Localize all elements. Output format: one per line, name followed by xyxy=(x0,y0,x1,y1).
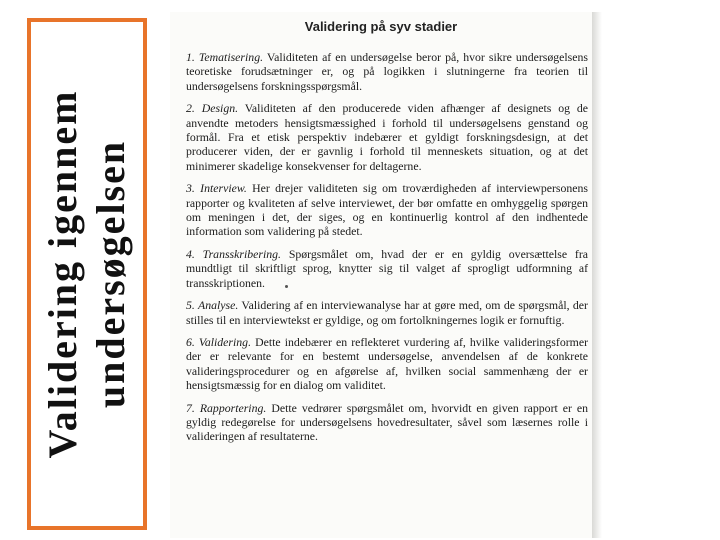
title-line-2: undersøgelsen xyxy=(88,139,133,409)
stage-7 xyxy=(186,401,588,444)
stage-6 xyxy=(186,335,588,393)
stage-3 xyxy=(186,181,588,239)
stage-2-text: Validiteten af den producerede viden afhænger af designets og de anvendte metoders hensigtsmæssighed i forhold til undersøgelsens genstand og formål. Fra et etisk perspektiv indebærer et gyldigt forskningsdesign, at det producerer viden, der er gavnlig i forhold til menneskets situation, og at det minimerer skadelige konsekvenser for deltagerne. xyxy=(186,101,588,173)
stage-6-label: 6. Validering. xyxy=(186,334,252,349)
stage-2-label: 2. Design. xyxy=(186,101,239,116)
document-heading: Validering på syv stadier xyxy=(304,19,458,34)
stages-list xyxy=(186,50,588,452)
scan-speck xyxy=(285,285,288,288)
stage-3-text: Her drejer validiteten sig om troværdigheden af interviewpersonens rapporter og kvaliteten af selve interviewet, der bør omfatte en omhyggelig spørgen om meningen i det, der siges, og en kontinuerlig kontrol af den indhentede information som validering på stedet. xyxy=(186,181,588,239)
stage-3-label: 3. Interview. xyxy=(186,181,247,196)
title-frame xyxy=(27,18,147,530)
stage-5-text: Validering af en interviewanalyse har at gøre med, om de spørgsmål, der stilles til en interviewtekst er gyldige, og om fortolkningernes logik er fornuftig. xyxy=(186,298,588,327)
title-line-1: Validering igennem xyxy=(40,89,85,459)
stage-2 xyxy=(186,101,588,173)
scanned-document xyxy=(170,12,592,538)
slide-title xyxy=(32,24,142,524)
stage-7-label: 7. Rapportering. xyxy=(186,400,267,415)
stage-5 xyxy=(186,298,588,327)
stage-1 xyxy=(186,50,588,93)
stage-1-label: 1. Tematisering. xyxy=(186,50,264,64)
stage-7-text: Dette vedrører spørgsmålet om, hvorvidt en given rapport er en gyldig redegørelse for undersøgelsens hovedresultater, såvel som læsernes rolle i valideringen af resultaterne. xyxy=(186,400,588,444)
stage-1-text: Validiteten af en undersøgelse beror på, hvor sikre undersøgelsens teoretiske forudsætninger er, og på logikken i slutningerne fra teorien til undersøgelsens forskningsspørgsmål. xyxy=(186,50,588,93)
stage-4-text: Spørgsmålet om, hvad der er en gyldig oversættelse fra mundtligt til skriftligt sprog, knytter sig til valget af sprogligt udformning af transskriptionen. xyxy=(186,246,588,290)
stage-4-label: 4. Transskribering. xyxy=(186,246,281,261)
stage-4 xyxy=(186,247,588,290)
stage-5-label: 5. Analyse. xyxy=(186,298,239,313)
stage-6-text: Dette indebærer en reflekteret vurdering af, hvilke valideringsformer der er relevante for en bestemt undersøgelse, anvendelsen af de konkrete valideringsprocedurer og en afgørelse af, hvilken social sammenhæng der er hensigtsmæssig for en dialog om validitet. xyxy=(186,334,588,393)
scan-edge-shadow xyxy=(592,12,602,538)
